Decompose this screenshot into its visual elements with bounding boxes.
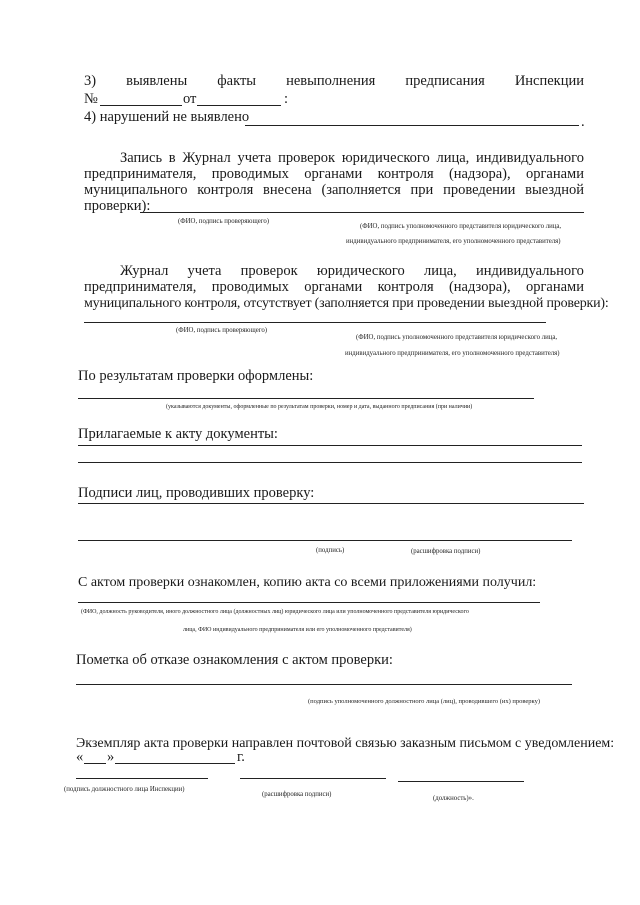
mail-position-field[interactable] [398,781,524,782]
journal-missing-caption-representative-2: индивидуального предпринимателя, его уполномоченного представителя) [345,350,560,357]
results-caption: (указываются документы, оформленные по результатам проверки, номер и дата, выданного предписания (при наличии) [166,404,473,410]
journal-missing-field[interactable] [84,322,546,323]
mail-date-close-quote: » [107,749,115,765]
item-4-text: 4) нарушений не выявлено [84,109,250,125]
results-field[interactable] [78,398,534,399]
journal-missing-caption-inspector: (ФИО, подпись проверяющего) [176,327,267,334]
journal-entry-caption-representative-1: (ФИО, подпись уполномоченного представителя юридического лица, [360,223,562,230]
mail-decoding-field[interactable] [240,778,386,779]
signatures-caption-decoding: (расшифровка подписи) [411,548,481,555]
mail-official-signature-field[interactable] [76,778,208,779]
journal-entry-line-3: муниципального контроля внесена (заполняется при проведении выездной [84,182,584,198]
results-heading: По результатам проверки оформлены: [78,368,314,384]
acquainted-field[interactable] [78,602,540,603]
mail-date-day-field[interactable] [84,763,106,764]
item-4-period: . [581,114,585,130]
mail-date-open-quote: « [76,749,84,765]
refusal-caption: (подпись уполномоченного должностного лица (лиц), проводившего (их) проверку) [308,698,541,705]
acquainted-heading: С актом проверки ознакомлен, копию акта со всеми приложениями получил: [78,575,537,590]
prescription-date-field[interactable] [197,105,281,106]
prescription-number-field[interactable] [100,105,182,106]
journal-missing-line-3: муниципального контроля, отсутствует (заполняется при проведении выездной проверки): [84,296,609,311]
signatures-heading: Подписи лиц, проводивших проверку: [78,485,315,501]
prescription-from-label: от [183,91,197,107]
journal-entry-line-2: предпринимателя, проводимых органами контроля (надзора), органами [84,166,584,182]
mail-date-month-field[interactable] [115,763,235,764]
acquainted-caption-2: лица, ФИО индивидуального предпринимателя или его уполномоченного представителя) [183,627,412,633]
refusal-heading: Пометка об отказе ознакомления с актом проверки: [76,652,393,668]
mail-date-year-suffix: г. [237,749,245,765]
signatures-field-2[interactable] [78,540,572,541]
mail-caption-position: (должность)». [433,795,474,802]
mail-caption-decoding: (расшифровка подписи) [262,791,332,798]
journal-entry-caption-representative-2: индивидуального предпринимателя, его уполномоченного представителя) [346,238,561,245]
mail-heading: Экземпляр акта проверки направлен почтовой связью заказным письмом с уведомлением: [76,736,615,751]
prescription-number-label: № [84,91,98,107]
signatures-field-1[interactable] [78,503,584,504]
attached-field-1[interactable] [78,445,582,446]
item-3-line-1: 3) выявлены факты невыполнения предписания Инспекции [84,73,584,89]
attached-field-2[interactable] [78,462,582,463]
mail-caption-official: (подпись должностного лица Инспекции) [64,786,185,793]
journal-entry-line-4: проверки): [84,198,151,214]
prescription-colon: : [284,91,289,107]
journal-entry-field[interactable] [140,212,584,213]
item-4-field[interactable] [245,125,579,126]
journal-entry-line-1: Запись в Журнал учета проверок юридического лица, индивидуального [120,150,584,166]
journal-missing-line-1: Журнал учета проверок юридического лица, индивидуального [120,263,584,279]
refusal-field[interactable] [76,684,572,685]
attached-heading: Прилагаемые к акту документы: [78,426,278,442]
signatures-caption-signature: (подпись) [316,547,345,554]
journal-missing-line-2: предпринимателя, проводимых органами контроля (надзора), органами [84,279,584,295]
journal-entry-caption-inspector: (ФИО, подпись проверяющего) [178,218,269,225]
acquainted-caption-1: (ФИО, должность руководителя, иного должностного лица (должностных лиц) юридического лица или уполномоченного представителя юридического [81,609,469,615]
journal-missing-caption-representative-1: (ФИО, подпись уполномоченного представителя юридического лица, [356,334,558,341]
